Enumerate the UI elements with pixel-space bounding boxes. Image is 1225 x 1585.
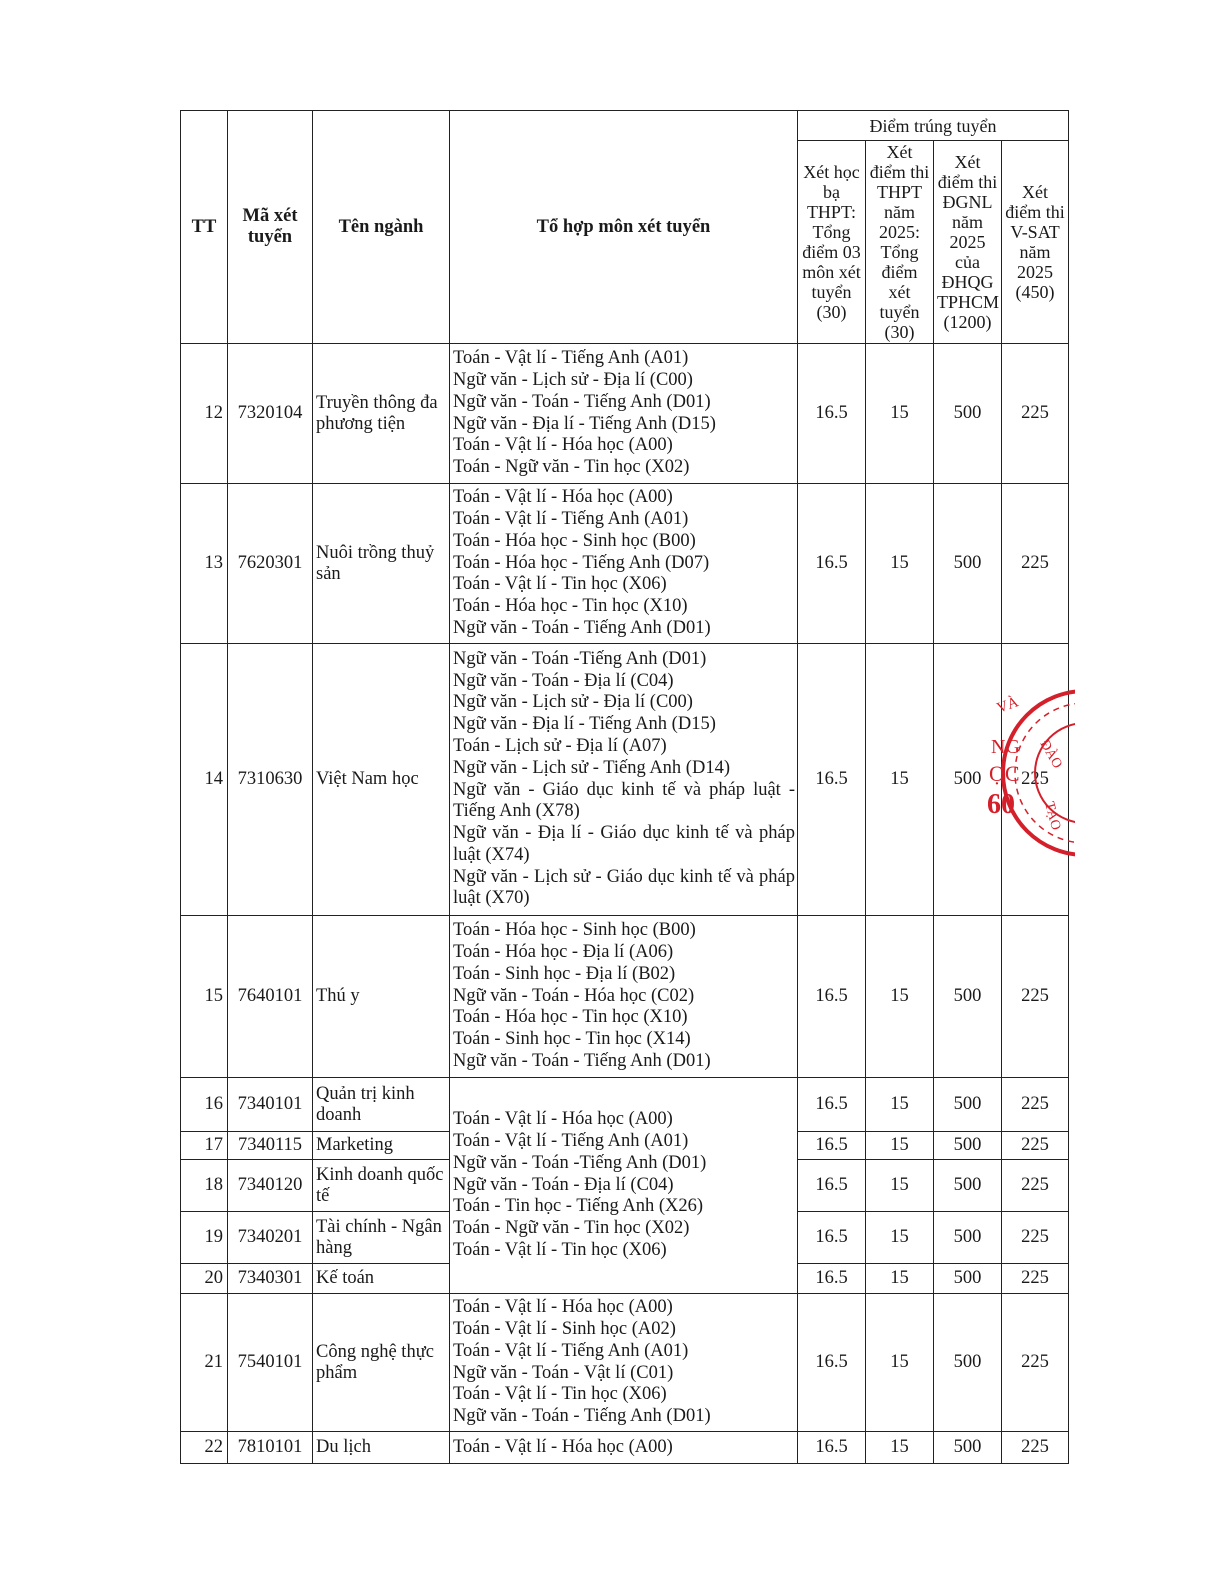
major-name: Marketing — [313, 1132, 450, 1160]
header-score-dgnl: Xét điểm thi ĐGNL năm 2025 của ĐHQG TPHCM (1200) — [934, 141, 1002, 344]
table-row — [181, 1294, 1069, 1432]
header-score-group: Điểm trúng tuyển — [798, 111, 1069, 141]
combo-item: Ngữ văn - Toán - Vật lí (C01) — [453, 1362, 674, 1383]
combo-item: Toán - Hóa học - Tin học (X10) — [453, 596, 688, 617]
score-value: 15 — [866, 1264, 934, 1294]
row-number: 12 — [181, 344, 228, 484]
score-value: 500 — [934, 916, 1002, 1078]
combo-item: Ngữ văn - Toán - Tiếng Anh (D01) — [453, 617, 711, 638]
row-number: 19 — [181, 1212, 228, 1264]
combo-item: Toán - Vật lí - Tin học (X06) — [453, 1384, 667, 1405]
score-value: 225 — [1002, 644, 1069, 916]
combo-item: Ngữ văn - Lịch sử - Địa lí (C00) — [453, 692, 693, 713]
score-value: 16.5 — [798, 1160, 866, 1212]
combo-item: Toán - Sinh học - Tin học (X14) — [453, 1029, 691, 1050]
header-code: Mã xét tuyển — [228, 111, 313, 344]
combo-item: Ngữ văn - Toán - Địa lí (C04) — [453, 670, 674, 691]
score-value: 15 — [866, 1160, 934, 1212]
score-value: 15 — [866, 644, 934, 916]
score-value: 15 — [866, 344, 934, 484]
score-value: 15 — [866, 484, 934, 644]
score-value: 225 — [1002, 484, 1069, 644]
combo-cell — [450, 344, 798, 484]
major-name: Việt Nam học — [313, 644, 450, 916]
combo-cell — [450, 644, 798, 916]
major-name: Công nghệ thực phẩm — [313, 1294, 450, 1432]
score-value: 16.5 — [798, 1212, 866, 1264]
header-tt: TT — [181, 111, 228, 344]
combo-item: Ngữ văn - Toán - Tiếng Anh (D01) — [453, 1050, 711, 1071]
score-value: 15 — [866, 1132, 934, 1160]
table-row — [181, 484, 1069, 644]
score-value: 500 — [934, 484, 1002, 644]
major-code: 7340101 — [228, 1078, 313, 1132]
score-value: 500 — [934, 1160, 1002, 1212]
row-number: 15 — [181, 916, 228, 1078]
major-name: Truyền thông đa phương tiện — [313, 344, 450, 484]
combo-cell — [450, 916, 798, 1078]
score-value: 16.5 — [798, 484, 866, 644]
score-value: 16.5 — [798, 344, 866, 484]
score-value: 225 — [1002, 1078, 1069, 1132]
combo-item: Ngữ văn - Địa lí - Giáo dục kinh tế và pháp luật (X74) — [453, 823, 795, 865]
score-value: 225 — [1002, 1132, 1069, 1160]
score-value: 15 — [866, 916, 934, 1078]
major-name: Thú y — [313, 916, 450, 1078]
score-value: 15 — [866, 1212, 934, 1264]
combo-item: Toán - Hóa học - Tiếng Anh (D07) — [453, 552, 710, 573]
svg-text:ĐÀO: ĐÀO — [1036, 737, 1065, 772]
admission-score-table — [180, 110, 1069, 1464]
combo-item: Ngữ văn - Toán - Tiếng Anh (D01) — [453, 1406, 711, 1427]
table-body — [181, 344, 1069, 1464]
score-value: 500 — [934, 1264, 1002, 1294]
score-value: 500 — [934, 344, 1002, 484]
svg-text:60: 60 — [987, 789, 1015, 820]
combo-item: Toán - Hóa học - Địa lí (A06) — [453, 942, 674, 962]
combo-item: Toán - Tin học - Tiếng Anh (X26) — [453, 1196, 704, 1217]
score-value: 225 — [1002, 1160, 1069, 1212]
score-value: 16.5 — [798, 916, 866, 1078]
row-number: 16 — [181, 1078, 228, 1132]
major-code: 7640101 — [228, 916, 313, 1078]
combo-item: Toán - Vật lí - Tin học (X06) — [453, 1239, 667, 1260]
score-value: 16.5 — [798, 1264, 866, 1294]
table-row — [181, 344, 1069, 484]
major-name: Tài chính - Ngân hàng — [313, 1212, 450, 1264]
combo-item: Toán - Vật lí - Tiếng Anh (A01) — [453, 509, 689, 529]
score-value: 500 — [934, 1078, 1002, 1132]
score-value: 500 — [934, 1294, 1002, 1432]
row-number: 22 — [181, 1432, 228, 1464]
header-name: Tên ngành — [313, 111, 450, 344]
score-value: 16.5 — [798, 1432, 866, 1464]
score-value: 225 — [1002, 916, 1069, 1078]
table-row — [181, 916, 1069, 1078]
score-value: 225 — [1002, 344, 1069, 484]
score-value: 225 — [1002, 1212, 1069, 1264]
combo-item: Toán - Hóa học - Sinh học (B00) — [453, 530, 696, 551]
combo-item: Toán - Sinh học - Địa lí (B02) — [453, 963, 676, 984]
major-code: 7340120 — [228, 1160, 313, 1212]
combo-item: Ngữ văn - Địa lí - Tiếng Anh (D15) — [453, 413, 716, 434]
major-code: 7320104 — [228, 344, 313, 484]
combo-item: Ngữ văn - Lịch sử - Giáo dục kinh tế và pháp luật (X70) — [453, 866, 795, 909]
score-value: 16.5 — [798, 1294, 866, 1432]
combo-item: Toán - Ngữ văn - Tin học (X02) — [453, 1218, 690, 1239]
table-row — [181, 1432, 1069, 1464]
major-code: 7340301 — [228, 1264, 313, 1294]
score-value: 500 — [934, 1432, 1002, 1464]
major-name: Du lịch — [313, 1432, 450, 1464]
major-name: Kế toán — [313, 1264, 450, 1294]
combo-item: Ngữ văn - Lịch sử - Tiếng Anh (D14) — [453, 757, 730, 778]
combo-item: Toán - Vật lí - Sinh học (A02) — [453, 1318, 676, 1339]
score-value: 500 — [934, 1212, 1002, 1264]
combo-item: Toán - Vật lí - Tiếng Anh (A01) — [453, 1131, 689, 1151]
combo-item: Toán - Ngữ văn - Tin học (X02) — [453, 457, 690, 478]
combo-cell — [450, 484, 798, 644]
row-number: 13 — [181, 484, 228, 644]
score-value: 225 — [1002, 1264, 1069, 1294]
combo-item: Ngữ văn - Giáo dục kinh tế và pháp luật - Tiếng Anh (X78) — [453, 779, 795, 822]
score-value: 16.5 — [798, 1132, 866, 1160]
combo-item: Ngữ văn - Lịch sử - Địa lí (C00) — [453, 369, 693, 390]
combo-item: Toán - Vật lí - Hóa học (A00) — [453, 1109, 673, 1130]
row-number: 18 — [181, 1160, 228, 1212]
major-code: 7540101 — [228, 1294, 313, 1432]
combo-cell — [450, 1294, 798, 1432]
combo-item: Toán - Hóa học - Sinh học (B00) — [453, 920, 696, 941]
score-value: 225 — [1002, 1294, 1069, 1432]
major-code: 7810101 — [228, 1432, 313, 1464]
score-value: 15 — [866, 1432, 934, 1464]
combo-item: Ngữ văn - Toán - Địa lí (C04) — [453, 1174, 674, 1195]
combo-item: Ngữ văn - Toán - Tiếng Anh (D01) — [453, 391, 711, 412]
score-value: 16.5 — [798, 644, 866, 916]
table-row — [181, 644, 1069, 916]
svg-text:ỌC: ỌC — [989, 761, 1020, 786]
score-value: 500 — [934, 1132, 1002, 1160]
header-score-vsat: Xét điểm thi V-SAT năm 2025 (450) — [1002, 141, 1069, 344]
major-code: 7340201 — [228, 1212, 313, 1264]
combo-item: Toán - Hóa học - Tin học (X10) — [453, 1007, 688, 1028]
combo-item: Ngữ văn - Địa lí - Tiếng Anh (D15) — [453, 714, 716, 735]
combo-item: Toán - Lịch sử - Địa lí (A07) — [453, 735, 667, 756]
major-code: 7340115 — [228, 1132, 313, 1160]
svg-text:VÀ: VÀ — [994, 694, 1021, 717]
major-code: 7620301 — [228, 484, 313, 644]
row-number: 21 — [181, 1294, 228, 1432]
combo-item: Toán - Vật lí - Hóa học (A00) — [453, 1436, 673, 1457]
major-code: 7310630 — [228, 644, 313, 916]
combo-item: Toán - Vật lí - Hóa học (A00) — [453, 487, 673, 508]
table-row — [181, 1078, 1069, 1132]
score-value: 500 — [934, 644, 1002, 916]
score-value: 15 — [866, 1078, 934, 1132]
svg-text:TẠO: TẠO — [1041, 800, 1064, 832]
combo-item: Ngữ văn - Toán -Tiếng Anh (D01) — [453, 1152, 707, 1173]
major-name: Nuôi trồng thuỷ sản — [313, 484, 450, 644]
combo-item: Toán - Vật lí - Tiếng Anh (A01) — [453, 348, 689, 369]
combo-item: Toán - Vật lí - Hóa học (A00) — [453, 1297, 673, 1318]
score-value: 225 — [1002, 1432, 1069, 1464]
header-score-thpt: Xét điểm thi THPT năm 2025: Tổng điểm xét tuyển (30) — [866, 141, 934, 344]
score-value: 15 — [866, 1294, 934, 1432]
header-score-hocba: Xét học bạ THPT: Tổng điểm 03 môn xét tuyển (30) — [798, 141, 866, 344]
major-name: Quản trị kinh doanh — [313, 1078, 450, 1132]
svg-text:NG: NG — [991, 736, 1020, 758]
major-name: Kinh doanh quốc tế — [313, 1160, 450, 1212]
row-number: 17 — [181, 1132, 228, 1160]
combo-item: Ngữ văn - Toán -Tiếng Anh (D01) — [453, 648, 707, 669]
combo-item: Toán - Vật lí - Tiếng Anh (A01) — [453, 1340, 689, 1361]
combo-item: Ngữ văn - Toán - Hóa học (C02) — [453, 985, 695, 1006]
combo-item: Toán - Vật lí - Tin học (X06) — [453, 574, 667, 595]
header-combos: Tổ hợp môn xét tuyển — [450, 111, 798, 344]
table-header — [181, 111, 1069, 344]
combo-cell — [450, 1432, 798, 1464]
row-number: 20 — [181, 1264, 228, 1294]
combo-cell — [450, 1078, 798, 1294]
combo-item: Toán - Vật lí - Hóa học (A00) — [453, 435, 673, 456]
admission-score-table-sheet — [180, 110, 1068, 1464]
row-number: 14 — [181, 644, 228, 916]
score-value: 16.5 — [798, 1078, 866, 1132]
